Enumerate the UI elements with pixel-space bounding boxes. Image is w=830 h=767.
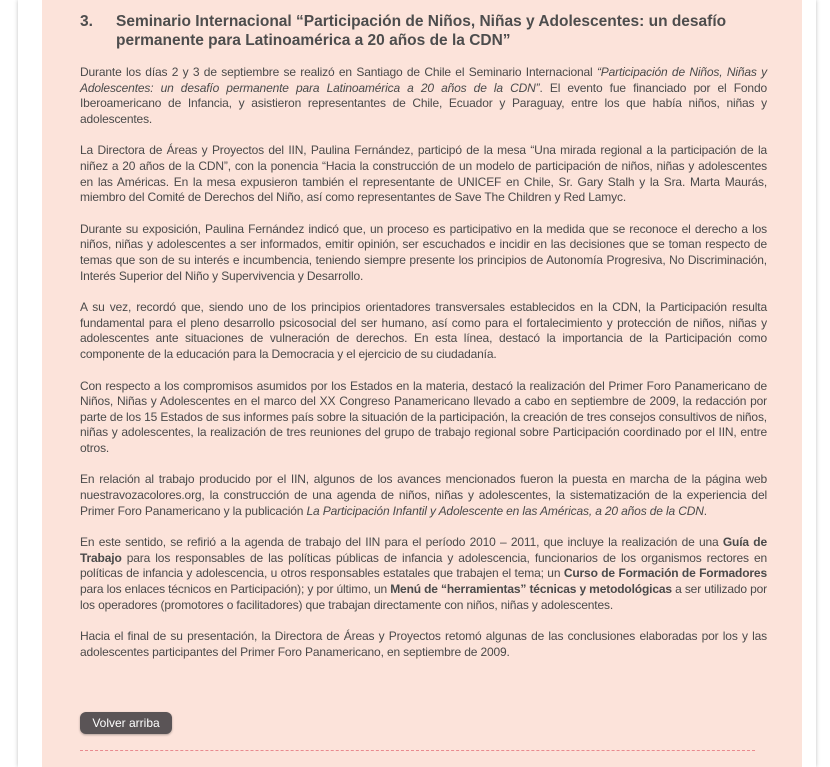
paragraph-1-text: Durante los días 2 y 3 de septiembre se realizó en Santiago de Chile el Seminario Internacional <box>80 65 597 79</box>
paragraph-4: A su vez, recordó que, siendo uno de los principios orientadores transversales establecidos en la CDN, la Participación resulta fundamental para el pleno desarrollo psicosocial del ser humano, así como para el fortalecimiento y protección de niños, niñas y adolescentes ante situaciones de vulneración de derechos. En esta línea, destacó la importancia de la Participación como componente de la educación para la Democracia y el ejercicio de su ciudadanía. <box>80 300 767 361</box>
menu-herramientas-bold: Menú de “herramientas” técnicas y metodológicas <box>390 582 672 597</box>
paragraph-8: Hacia el final de su presentación, la Directora de Áreas y Proyectos retomó algunas de las conclusiones elaboradas por los y las adolescentes participantes del Primer Foro Panamericano, en septiembre de 2009. <box>80 629 767 659</box>
paragraph-7-text-e: a ser utilizado por los operadores (promotores o facilitadores) que trabajan directamente con niños, niñas y adolescentes. <box>80 582 767 612</box>
section-number: 3. <box>80 13 93 30</box>
publication-title-italic: La Participación Infantil y Adolescente en las Américas, a 20 años de la CDN <box>306 503 704 518</box>
guia-de-trabajo-bold: Guía de Trabajo <box>80 535 767 565</box>
section-title: Seminario Internacional “Participación de Niños, Niñas y Adolescentes: un desafío permanente para Latinoamérica a 20 años de la CDN” <box>116 13 727 49</box>
seminar-title-italic: “Participación de Niños, Niñas y Adolescentes: un desafío permanente para Latinoamérica a 20 años de la CDN” <box>80 65 768 95</box>
paragraph-3: Durante su exposición, Paulina Fernández indicó que, un proceso es participativo en la medida que se reconoce el derecho a los niños, niñas y adolescentes a ser informados, emitir opinión, ser escuchados e incidir en las decisiones que se toman respecto de temas que son de su interés e incumbencia, teniendo siempre presente los principios de Autonomía Progresiva, No Discriminación, Interés Superior del Niño y Supervivencia y Desarrollo. <box>80 221 767 283</box>
paragraph-7-text-d: para los enlaces técnicos en Participación); y por último, un <box>80 582 391 597</box>
paragraph-7-text-a: En este sentido, se refirió a la agenda de trabajo del IIN para el período 2010 – 2011, que incluye la realización de una <box>80 535 723 550</box>
paragraph-5: Con respecto a los compromisos asumidos por los Estados en la materia, destacó la realización del Primer Foro Panamericano de Niños, Niñas y Adolescentes en el marco del XX Congreso Panamericano llevado a cabo en septiembre de 2009, la redacción por parte de los 15 Estados de sus informes país sobre la situación de la participación, la creación de tres consejos consultivos de niños, niñas y adolescentes, la realización de tres reuniones del grupo de trabajo regional sobre Participación coordinado por el IIN, entre otros. <box>80 378 767 455</box>
paragraph-2: La Directora de Áreas y Proyectos del IIN, Paulina Fernández, participó de la mesa “Una mirada regional a la participación de la niñez a 20 años de la CDN”, con la ponencia “Hacia la construcción de un modelo de participación de niños, niñas y adolescentes en las Américas. En la mesa expusieron también el representante de UNICEF en Chile, Sr. Gary Stalh y la Sra. Marta Maurás, miembro del Comité de Derechos del Niño, así como representantes de Save The Children y Red Lamyc. <box>80 143 767 205</box>
dashed-divider <box>80 750 755 751</box>
paragraph-6-text: En relación al trabajo producido por el IIN, algunos de los avances mencionados fueron la puesta en marcha de la página web nuestravozacolores.org, la construcción de una agenda de niños, niñas y adolescentes, la sistematización de la experiencia del Primer Foro Panamericano y la publicación <box>80 472 767 518</box>
article-body <box>80 65 767 676</box>
paragraph-1 <box>80 65 767 127</box>
paragraph-6-text-end: . <box>703 503 707 518</box>
section-heading <box>80 12 780 50</box>
curso-formadores-bold: Curso de Formación de Formadores <box>563 566 767 581</box>
back-to-top-button[interactable]: Volver arriba <box>80 712 172 734</box>
paragraph-7-text-c: para los responsables de las políticas públicas de infancia y adolescencia, funcionarios de los organismos rectores en políticas de infancia y adolescencia, u otros responsables estatales que trabajen el tema; un <box>80 550 767 581</box>
paragraph-7 <box>80 535 767 613</box>
paragraph-1-text-end: . El evento fue financiado por el Fondo Iberoamericano de Infancia, y asistieron representantes de Chile, Ecuador y Paraguay, entre los que había niños, niñas y adolescentes. <box>80 80 767 126</box>
paragraph-6 <box>80 472 767 519</box>
